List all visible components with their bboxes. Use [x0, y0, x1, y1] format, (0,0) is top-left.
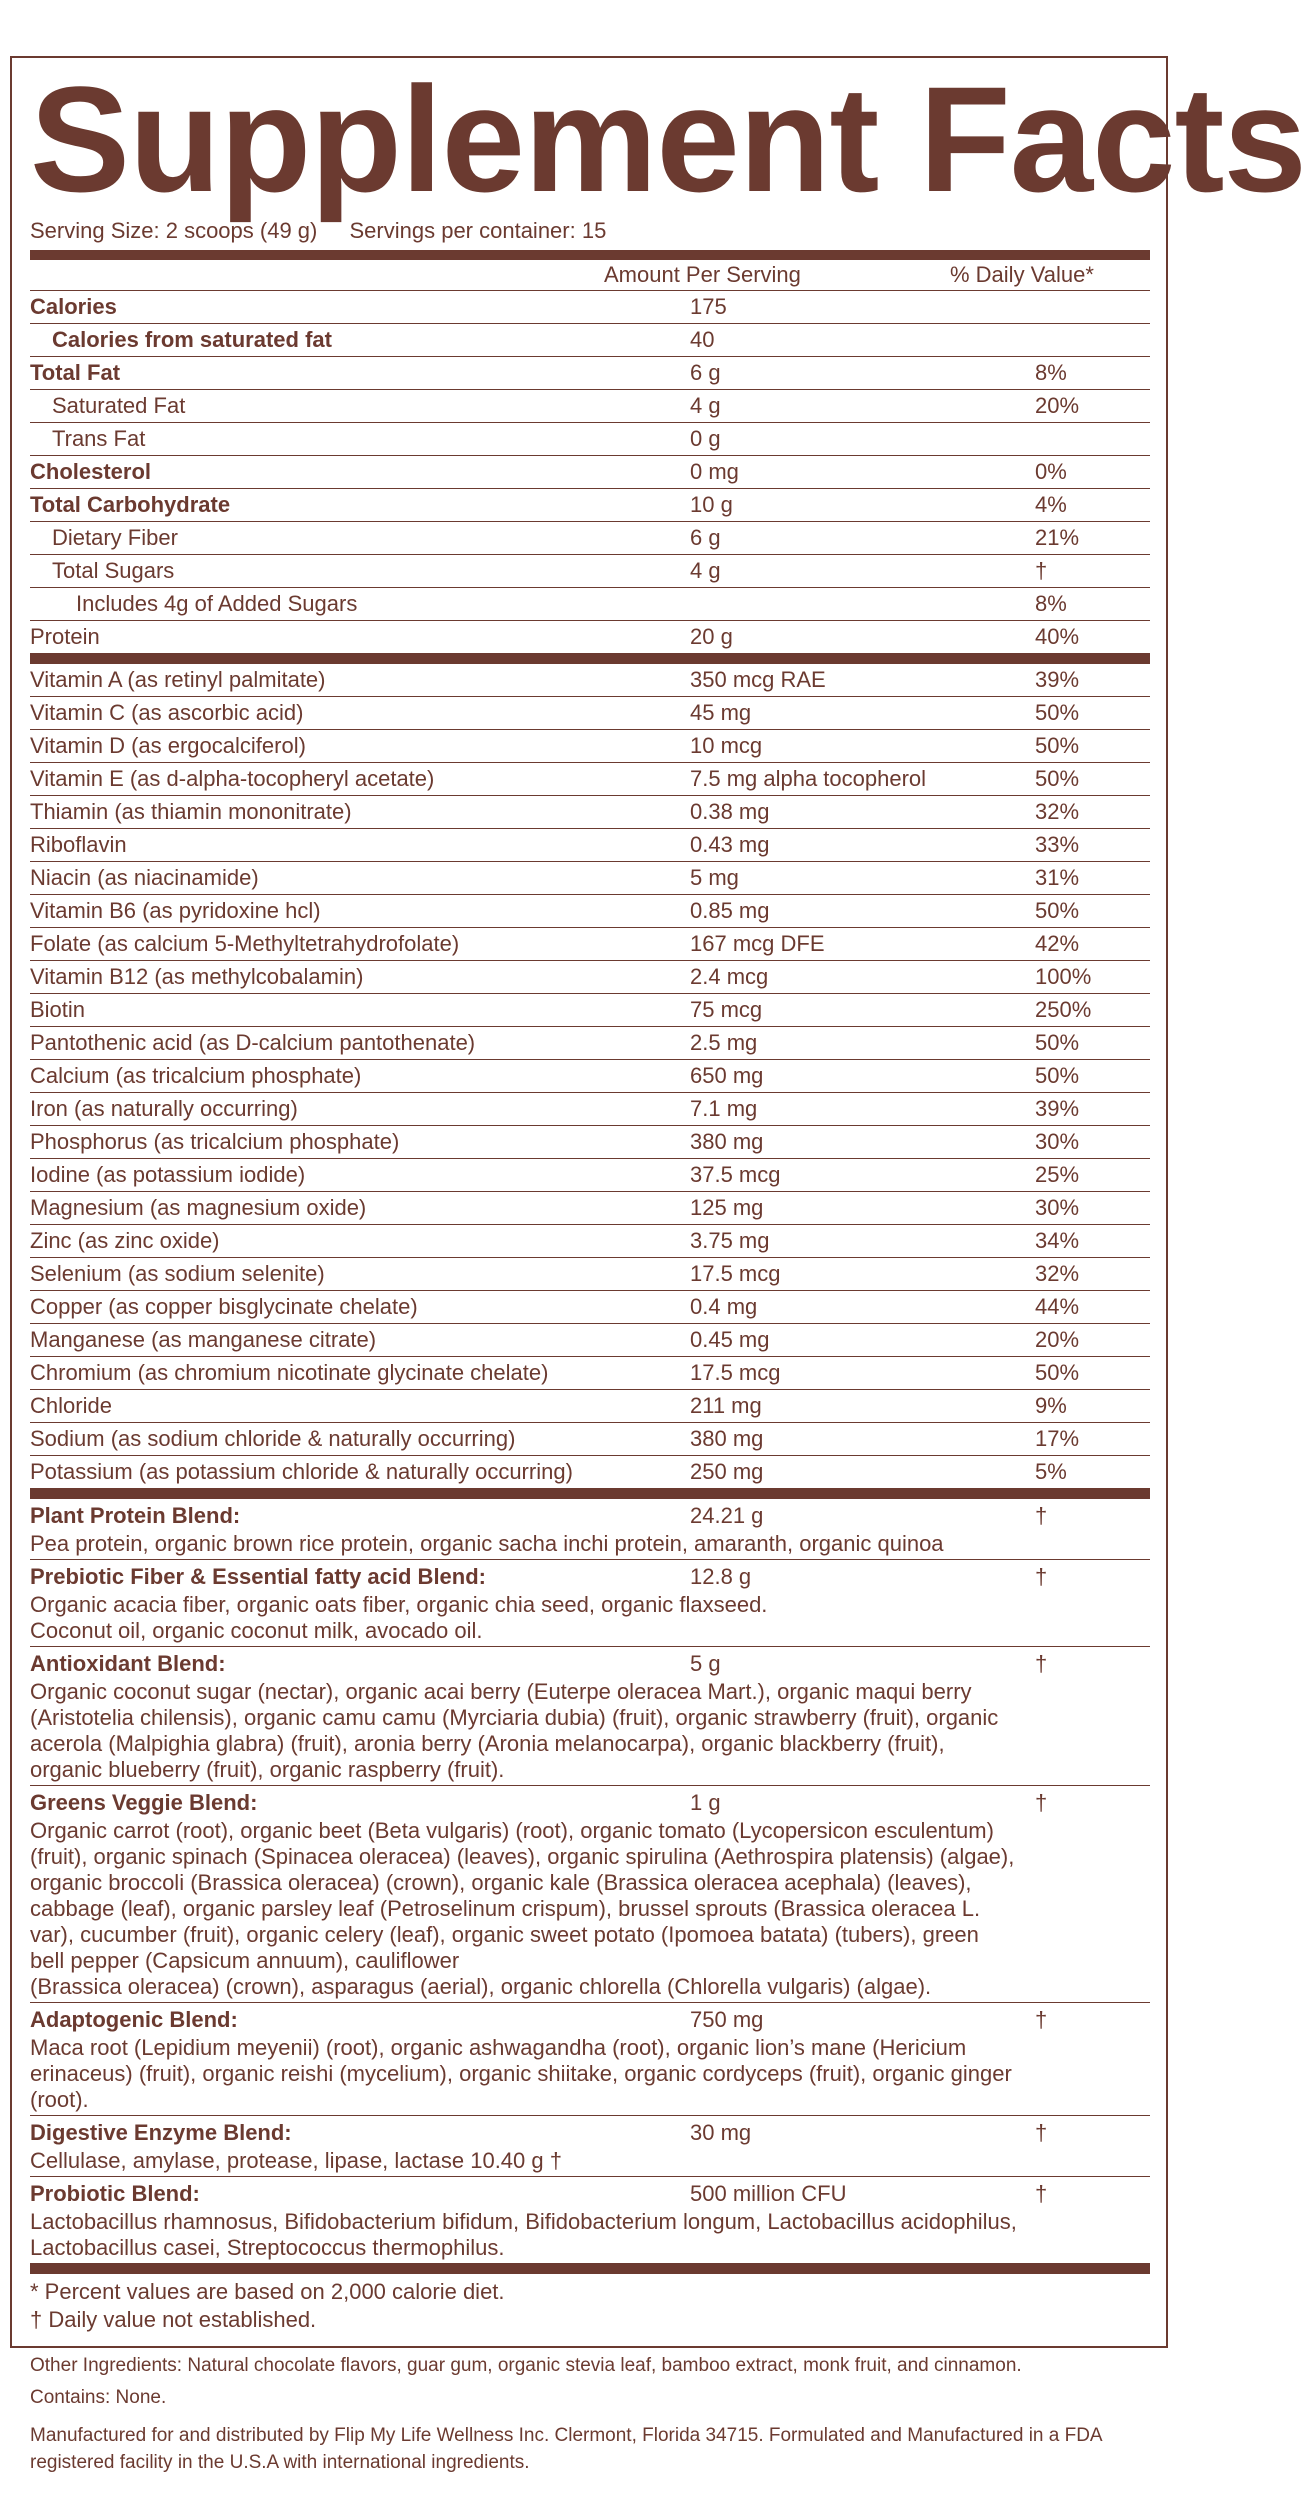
footnotes [30, 2274, 1150, 2334]
table-row [30, 861, 1150, 894]
nutrient-name: Vitamin B12 (as methylcobalamin) [30, 964, 364, 989]
blend-daily-value: † [1035, 1503, 1048, 1528]
nutrient-name: Magnesium (as magnesium oxide) [30, 1195, 367, 1220]
table-row [30, 1257, 1150, 1290]
blend-ingredients: Pea protein, organic brown rice protein, organic sacha inchi protein, amaranth, organic quinoa [30, 1531, 944, 1556]
table-row [30, 993, 1150, 1026]
nutrient-amount: 10 mcg [690, 733, 763, 758]
vitamin-section [30, 664, 1150, 1488]
table-row [30, 521, 1150, 554]
nutrient-amount: 211 mg [690, 1393, 762, 1418]
blend-amount: 30 mg [690, 2120, 752, 2145]
nutrient-amount: 167 mcg DFE [690, 931, 825, 956]
nutrient-daily-value: 50% [1035, 1063, 1080, 1088]
table-row [30, 762, 1150, 795]
nutrient-amount: 75 mcg [690, 997, 763, 1022]
nutrient-amount: 0 g [690, 426, 721, 451]
dv-header: % Daily Value* [950, 262, 1094, 287]
table-row [30, 356, 1150, 389]
nutrient-amount: 0 mg [690, 459, 739, 484]
blend-name: Antioxidant Blend: [30, 1651, 226, 1676]
table-row [30, 828, 1150, 861]
nutrient-amount: 5 mg [690, 865, 739, 890]
nutrient-name: Iodine (as potassium iodide) [30, 1162, 306, 1187]
table-row [30, 729, 1150, 762]
table-row [30, 1125, 1150, 1158]
thick-rule [30, 653, 1150, 664]
nutrient-daily-value: 30% [1035, 1129, 1080, 1154]
nutrient-amount: 350 mcg RAE [690, 667, 826, 692]
table-row [30, 422, 1150, 455]
nutrient-amount: 380 mg [690, 1129, 764, 1154]
blend-amount: 24.21 g [690, 1503, 764, 1528]
nutrient-name: Zinc (as zinc oxide) [30, 1228, 220, 1253]
nutrient-name: Calories from saturated fat [52, 327, 332, 352]
nutrient-amount: 380 mg [690, 1426, 764, 1451]
nutrient-daily-value: 25% [1035, 1162, 1080, 1187]
table-row [30, 587, 1150, 620]
table-row [30, 696, 1150, 729]
blend-name: Adaptogenic Blend: [30, 2007, 238, 2032]
blend-daily-value: † [1035, 2181, 1048, 2206]
blend-daily-value: † [1035, 1790, 1048, 1815]
table-row [30, 960, 1150, 993]
blend-daily-value: † [1035, 1651, 1048, 1676]
serving-size: Serving Size: 2 scoops (49 g) [30, 218, 318, 243]
nutrient-name: Vitamin B6 (as pyridoxine hcl) [30, 898, 321, 923]
blend-item [30, 1785, 1150, 2002]
column-header [30, 260, 1150, 290]
other-ingredients: Other Ingredients: Natural chocolate flavors, guar gum, organic stevia leaf, bamboo extract, monk fruit, and cinnamon. [30, 2355, 1022, 2376]
table-row [30, 664, 1150, 696]
blend-ingredients: Organic acacia fiber, organic oats fiber, organic chia seed, organic flaxseed. Coconut oil, organic coconut milk, avocado oil. [30, 1592, 768, 1643]
table-row [30, 291, 1150, 323]
nutrient-amount: 0.45 mg [690, 1327, 770, 1352]
table-row [30, 389, 1150, 422]
manufacturer-statement: Manufactured for and distributed by Flip My Life Wellness Inc. Clermont, Florida 34715. Formulated and Manufactured in a FDA registered facility in the U.S.A with international ingredients. [30, 2425, 1102, 2473]
blend-ingredients: Organic carrot (root), organic beet (Beta vulgaris) (root), organic tomato (Lycopersicon esculentum) (fruit), organic spinach (Spinacea oleracea) (leaves), organic spirulina (Aethrospira platensis) (algae), organic broccoli (Brassica oleracea) (crown), organic kale (Brassica oleracea acephala) (leaves), cabbage (leaf), organic parsley leaf (Petroselinum crispum), brussel sprouts (Brassica oleracea L. var), cucumber (fruit), organic celery (leaf), organic sweet potato (Ipomoea batata) (tubers), green bell pepper (Capsicum annuum), cauliflower (Brassica oleracea) (crown), asparagus (aerial), organic chlorella (Chlorella vulgaris) (algae). [30, 1818, 1015, 1999]
nutrient-amount: 20 g [690, 624, 733, 649]
nutrient-daily-value: 250% [1035, 997, 1092, 1022]
blend-ingredients: Lactobacillus rhamnosus, Bifidobacterium bifidum, Bifidobacterium longum, Lactobacillus acidophilus, Lactobacillus casei, Streptococcus thermophilus. [30, 2209, 1017, 2260]
nutrient-daily-value: 50% [1035, 700, 1080, 725]
blend-item [30, 2176, 1150, 2263]
blend-header [30, 2005, 1150, 2035]
nutrient-amount: 6 g [690, 360, 721, 385]
nutrient-amount: 3.75 mg [690, 1228, 770, 1253]
blend-ingredients: Maca root (Lepidium meyenii) (root), organic ashwagandha (root), organic lion’s mane (Hericium erinaceus) (fruit), organic reishi (mycelium), organic shiitake, organic cordyceps (fruit), organic ginger (root). [30, 2035, 1012, 2112]
nutrient-amount: 0.38 mg [690, 799, 770, 824]
blend-ingredients: Organic coconut sugar (nectar), organic acai berry (Euterpe oleracea Mart.), organic maqui berry (Aristotelia chilensis), organic camu camu (Myrciaria dubia) (fruit), organic strawberry (fruit), organic acerola (Malpighia glabra) (fruit), aronia berry (Aronia melanocarpa), organic blackberry (fruit), organic blueberry (fruit), organic raspberry (fruit). [30, 1679, 999, 1782]
nutrient-amount: 7.5 mg alpha tocopherol [690, 766, 927, 791]
nutrient-name: Sodium (as sodium chloride & naturally occurring) [30, 1426, 516, 1451]
nutrient-amount: 175 [690, 294, 727, 319]
nutrient-daily-value: † [1035, 558, 1048, 583]
nutrient-name: Vitamin A (as retinyl palmitate) [30, 667, 326, 692]
nutrient-name: Total Carbohydrate [30, 492, 231, 517]
table-row [30, 1389, 1150, 1422]
blend-section [30, 1499, 1150, 2263]
nutrient-daily-value: 0% [1035, 459, 1067, 484]
nutrient-name: Potassium (as potassium chloride & naturally occurring) [30, 1459, 573, 1484]
nutrient-daily-value: 50% [1035, 1360, 1080, 1385]
nutrient-name: Calcium (as tricalcium phosphate) [30, 1063, 362, 1088]
nutrient-name: Total Fat [30, 360, 121, 385]
nutrient-daily-value: 32% [1035, 1261, 1080, 1286]
blend-item [30, 1559, 1150, 1646]
nutrient-daily-value: 50% [1035, 733, 1080, 758]
nutrient-name: Thiamin (as thiamin mononitrate) [30, 799, 352, 824]
nutrient-name: Cholesterol [30, 459, 152, 484]
nutrient-daily-value: 9% [1035, 1393, 1067, 1418]
table-row [30, 1059, 1150, 1092]
nutrient-name: Saturated Fat [52, 393, 186, 418]
blend-item [30, 2002, 1150, 2115]
nutrition-section [30, 290, 1150, 653]
nutrient-daily-value: 50% [1035, 898, 1080, 923]
nutrient-daily-value: 31% [1035, 865, 1080, 890]
blend-name: Prebiotic Fiber & Essential fatty acid Blend: [30, 1564, 486, 1589]
nutrient-amount: 37.5 mcg [690, 1162, 781, 1187]
blend-item [30, 1646, 1150, 1785]
thick-rule [30, 250, 1150, 260]
blend-daily-value: † [1035, 2007, 1048, 2032]
nutrient-name: Phosphorus (as tricalcium phosphate) [30, 1129, 400, 1154]
blend-header [30, 1649, 1150, 1679]
table-row [30, 323, 1150, 356]
table-row [30, 894, 1150, 927]
blend-name: Digestive Enzyme Blend: [30, 2120, 292, 2145]
nutrient-daily-value: 50% [1035, 1030, 1080, 1055]
table-row [30, 1026, 1150, 1059]
nutrient-amount: 7.1 mg [690, 1096, 758, 1121]
nutrient-amount: 2.4 mcg [690, 964, 769, 989]
blend-amount: 5 g [690, 1651, 721, 1676]
table-row [30, 1356, 1150, 1389]
nutrient-daily-value: 20% [1035, 393, 1080, 418]
table-row [30, 1455, 1150, 1488]
nutrient-daily-value: 17% [1035, 1426, 1080, 1451]
nutrient-daily-value: 20% [1035, 1327, 1080, 1352]
nutrient-daily-value: 50% [1035, 766, 1080, 791]
nutrient-name: Vitamin D (as ergocalciferol) [30, 733, 306, 758]
nutrient-name: Riboflavin [30, 832, 127, 857]
table-row [30, 795, 1150, 828]
thick-rule [30, 2263, 1150, 2274]
nutrient-amount: 17.5 mcg [690, 1360, 781, 1385]
nutrient-daily-value: 44% [1035, 1294, 1080, 1319]
blend-header [30, 2118, 1150, 2148]
nutrient-amount: 250 mg [690, 1459, 764, 1484]
nutrient-name: Copper (as copper bisglycinate chelate) [30, 1294, 418, 1319]
table-row [30, 1422, 1150, 1455]
table-row [30, 1290, 1150, 1323]
blend-header [30, 1788, 1150, 1818]
nutrient-amount: 125 mg [690, 1195, 764, 1220]
contains-statement: Contains: None. [30, 2387, 167, 2408]
nutrient-amount: 0.85 mg [690, 898, 770, 923]
blend-amount: 1 g [690, 1790, 721, 1815]
supplement-facts-content [30, 55, 1306, 2334]
blend-amount: 12.8 g [690, 1564, 752, 1589]
nutrient-name: Selenium (as sodium selenite) [30, 1261, 325, 1286]
blend-name: Plant Protein Blend: [30, 1503, 241, 1528]
blend-header [30, 1562, 1150, 1592]
blend-header [30, 1501, 1150, 1531]
nutrient-amount: 17.5 mcg [690, 1261, 781, 1286]
nutrient-name: Manganese (as manganese citrate) [30, 1327, 377, 1352]
nutrient-daily-value: 32% [1035, 799, 1080, 824]
table-row [30, 1191, 1150, 1224]
blend-item [30, 2115, 1150, 2176]
nutrient-daily-value: 40% [1035, 624, 1080, 649]
nutrient-amount: 4 g [690, 393, 721, 418]
thick-rule [30, 1488, 1150, 1499]
nutrient-name: Vitamin C (as ascorbic acid) [30, 700, 304, 725]
table-row [30, 1092, 1150, 1125]
panel-title: Supplement Facts [30, 55, 1306, 223]
nutrient-amount: 0.4 mg [690, 1294, 758, 1319]
nutrient-daily-value: 33% [1035, 832, 1080, 857]
blend-item [30, 1499, 1150, 1559]
nutrient-amount: 2.5 mg [690, 1030, 758, 1055]
servings-per-container: Servings per container: 15 [349, 218, 607, 243]
amount-header: Amount Per Serving [604, 262, 801, 287]
nutrient-name: Calories [30, 294, 117, 319]
blend-ingredients: Cellulase, amylase, protease, lipase, lactase 10.40 g † [30, 2148, 562, 2173]
nutrient-daily-value: 42% [1035, 931, 1080, 956]
nutrient-daily-value: 8% [1035, 591, 1067, 616]
blend-header [30, 2179, 1150, 2209]
nutrient-name: Pantothenic acid (as D-calcium pantothenate) [30, 1030, 476, 1055]
footnote: † Daily value not established. [30, 2307, 317, 2332]
blend-daily-value: † [1035, 1564, 1048, 1589]
nutrient-amount: 0.43 mg [690, 832, 770, 857]
blend-amount: 750 mg [690, 2007, 764, 2032]
nutrient-name: Protein [30, 624, 100, 649]
nutrient-daily-value: 39% [1035, 667, 1080, 692]
blend-daily-value: † [1035, 2120, 1048, 2145]
nutrient-daily-value: 30% [1035, 1195, 1080, 1220]
footnote: * Percent values are based on 2,000 calorie diet. [30, 2279, 505, 2304]
blend-name: Probiotic Blend: [30, 2181, 200, 2206]
table-row [30, 455, 1150, 488]
table-row [30, 620, 1150, 653]
nutrient-daily-value: 21% [1035, 525, 1080, 550]
nutrient-amount: 10 g [690, 492, 733, 517]
nutrient-name: Folate (as calcium 5-Methyltetrahydrofolate) [30, 931, 460, 956]
nutrient-daily-value: 5% [1035, 1459, 1067, 1484]
nutrient-amount: 40 [690, 327, 715, 352]
nutrient-name: Dietary Fiber [52, 525, 178, 550]
nutrient-amount: 6 g [690, 525, 721, 550]
table-row [30, 554, 1150, 587]
nutrient-daily-value: 100% [1035, 964, 1092, 989]
table-row [30, 488, 1150, 521]
nutrient-daily-value: 8% [1035, 360, 1067, 385]
nutrient-amount: 650 mg [690, 1063, 764, 1088]
blend-name: Greens Veggie Blend: [30, 1790, 258, 1815]
blend-amount: 500 million CFU [690, 2181, 847, 2206]
nutrient-name: Total Sugars [52, 558, 175, 583]
table-row [30, 1158, 1150, 1191]
table-row [30, 1224, 1150, 1257]
nutrient-name: Biotin [30, 997, 86, 1022]
nutrient-name: Chromium (as chromium nicotinate glycinate chelate) [30, 1360, 549, 1385]
nutrient-daily-value: 4% [1035, 492, 1067, 517]
nutrient-name: Iron (as naturally occurring) [30, 1096, 298, 1121]
nutrient-name: Trans Fat [52, 426, 146, 451]
nutrient-name: Includes 4g of Added Sugars [76, 591, 358, 616]
nutrient-amount: 4 g [690, 558, 721, 583]
nutrient-name: Niacin (as niacinamide) [30, 865, 259, 890]
table-row [30, 1323, 1150, 1356]
nutrient-amount: 45 mg [690, 700, 752, 725]
nutrient-name: Chloride [30, 1393, 112, 1418]
nutrient-daily-value: 39% [1035, 1096, 1080, 1121]
nutrient-daily-value: 34% [1035, 1228, 1080, 1253]
table-row [30, 927, 1150, 960]
nutrient-name: Vitamin E (as d-alpha-tocopheryl acetate) [30, 766, 435, 791]
